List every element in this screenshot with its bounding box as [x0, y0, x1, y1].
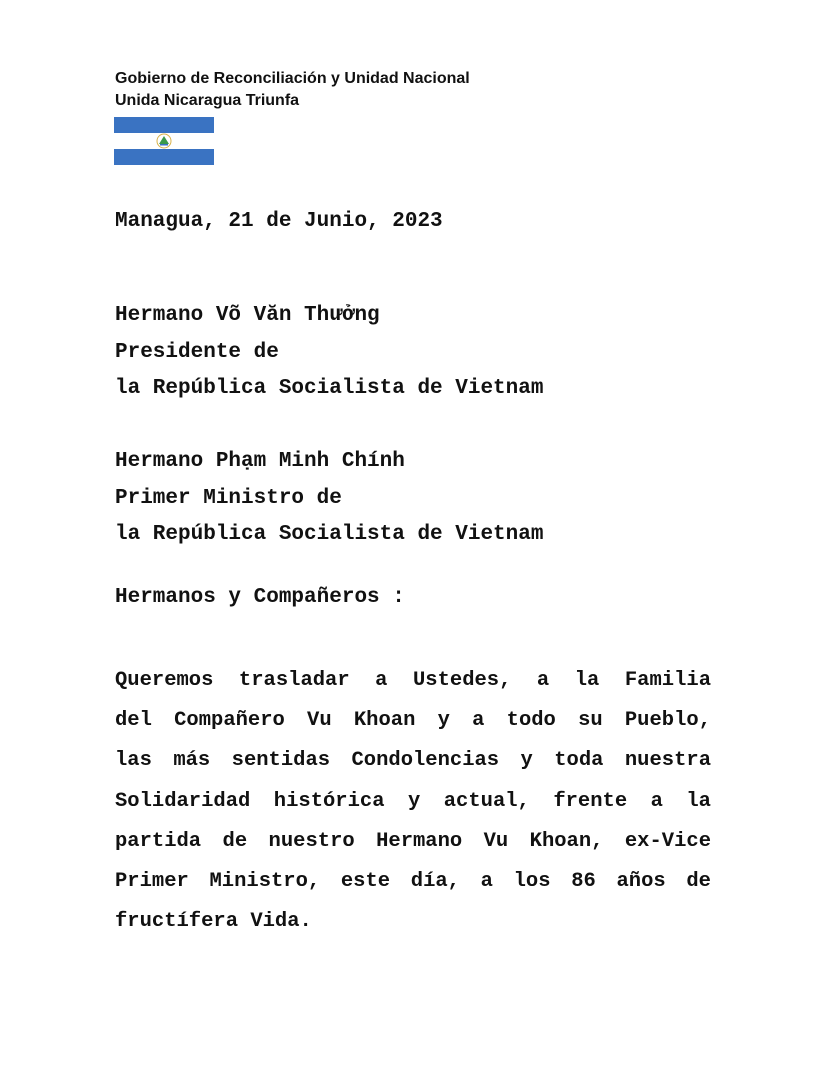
nicaragua-flag-icon — [114, 117, 214, 165]
recipient-name: Hermano Võ Văn Thưởng — [115, 304, 380, 327]
flag-top-stripe — [114, 117, 214, 133]
letterhead-government-name: Gobierno de Reconciliación y Unidad Nacional — [115, 70, 470, 87]
flag-bottom-stripe — [114, 149, 214, 165]
letterhead — [115, 68, 470, 112]
body-line: Primer Ministro, este día, a los 86 años de — [115, 870, 711, 894]
body-line: las más sentidas Condolencias y toda nuestra — [115, 749, 711, 773]
body-line: Solidaridad histórica y actual, frente a la — [115, 789, 711, 813]
body-line: fructífera Vida. — [115, 910, 312, 934]
body-line: Queremos trasladar a Ustedes, a la Familia — [115, 669, 711, 692]
body-line: del Compañero Vu Khoan y a todo su Pueblo, — [115, 709, 711, 733]
salutation: Hermanos y Compañeros : — [115, 586, 405, 609]
letter-body — [115, 661, 711, 942]
recipient-country: la República Socialista de Vietnam — [115, 377, 544, 400]
body-line: partida de nuestro Hermano Vu Khoan, ex-Vice — [115, 829, 711, 853]
recipient-president — [115, 298, 543, 408]
letter-date: Managua, 21 de Junio, 2023 — [115, 210, 443, 233]
recipient-title: Presidente de — [115, 340, 279, 364]
recipient-prime-minister — [115, 444, 543, 554]
recipient-country: la República Socialista de Vietnam — [115, 523, 544, 546]
letterhead-slogan: Unida Nicaragua Triunfa — [115, 92, 300, 109]
recipient-name: Hermano Phạm Minh Chính — [115, 450, 405, 473]
recipient-title: Primer Ministro de — [115, 486, 342, 510]
